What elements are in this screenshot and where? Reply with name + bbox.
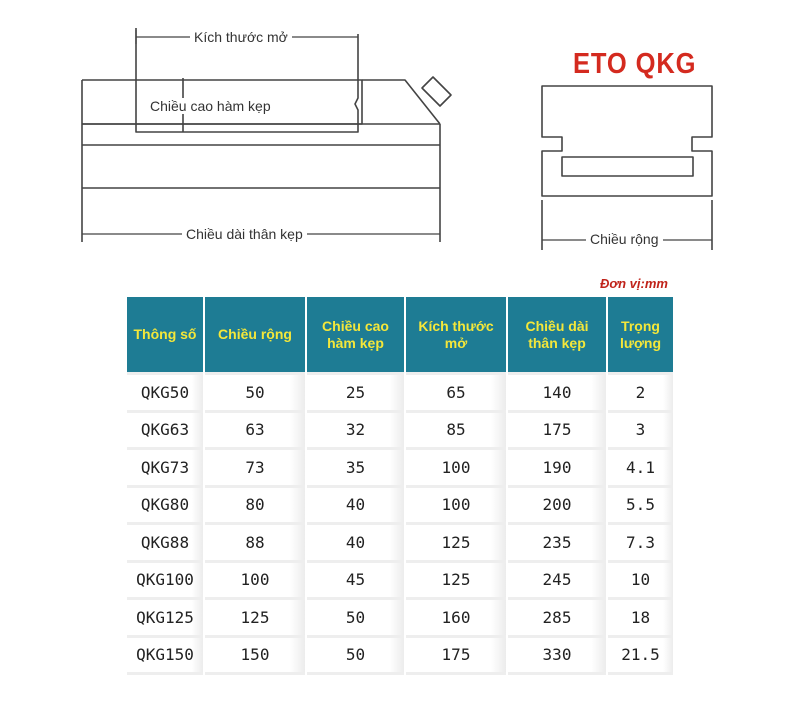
cell-width: 63 <box>205 413 305 451</box>
cell-body-length: 245 <box>508 563 606 601</box>
header-weight: Trọng lượng <box>608 297 673 372</box>
cell-weight: 3 <box>608 413 673 451</box>
table-row <box>127 563 673 601</box>
cell-opening: 85 <box>406 413 506 451</box>
cell-model: QKG150 <box>127 638 203 676</box>
cell-opening: 160 <box>406 600 506 638</box>
header-opening: Kích thước mở <box>406 297 506 372</box>
cell-weight: 21.5 <box>608 638 673 676</box>
header-param: Thông số <box>127 297 203 372</box>
cell-opening: 125 <box>406 525 506 563</box>
cell-opening: 175 <box>406 638 506 676</box>
cell-model: QKG63 <box>127 413 203 451</box>
cell-jaw-height: 45 <box>307 563 404 601</box>
cell-model: QKG50 <box>127 372 203 413</box>
cell-opening: 65 <box>406 372 506 413</box>
cell-weight: 7.3 <box>608 525 673 563</box>
cell-width: 100 <box>205 563 305 601</box>
cell-model: QKG100 <box>127 563 203 601</box>
spec-table <box>125 297 675 675</box>
jaw-height-label: Chiều cao hàm kẹp <box>146 98 275 114</box>
body-length-label: Chiều dài thân kẹp <box>182 226 307 242</box>
cell-width: 73 <box>205 450 305 488</box>
cell-opening: 125 <box>406 563 506 601</box>
cell-model: QKG73 <box>127 450 203 488</box>
cell-jaw-height: 40 <box>307 488 404 526</box>
cell-model: QKG80 <box>127 488 203 526</box>
cell-body-length: 140 <box>508 372 606 413</box>
cell-weight: 18 <box>608 600 673 638</box>
cell-width: 80 <box>205 488 305 526</box>
cell-width: 125 <box>205 600 305 638</box>
cell-weight: 5.5 <box>608 488 673 526</box>
header-body-length: Chiều dài thân kẹp <box>508 297 606 372</box>
cell-body-length: 235 <box>508 525 606 563</box>
cell-weight: 2 <box>608 372 673 413</box>
cell-opening: 100 <box>406 488 506 526</box>
cell-jaw-height: 50 <box>307 638 404 676</box>
table-row <box>127 450 673 488</box>
product-title: ETO QKG <box>573 48 697 80</box>
cell-body-length: 330 <box>508 638 606 676</box>
table-row <box>127 413 673 451</box>
cell-jaw-height: 25 <box>307 372 404 413</box>
cell-width: 150 <box>205 638 305 676</box>
cell-jaw-height: 40 <box>307 525 404 563</box>
cell-weight: 4.1 <box>608 450 673 488</box>
cell-body-length: 175 <box>508 413 606 451</box>
header-jaw-height: Chiều cao hàm kẹp <box>307 297 404 372</box>
header-width: Chiều rộng <box>205 297 305 372</box>
cell-width: 88 <box>205 525 305 563</box>
table-header-row <box>127 297 673 372</box>
cell-body-length: 190 <box>508 450 606 488</box>
cell-jaw-height: 32 <box>307 413 404 451</box>
cell-opening: 100 <box>406 450 506 488</box>
cell-body-length: 285 <box>508 600 606 638</box>
table-row <box>127 525 673 563</box>
table-row <box>127 372 673 413</box>
cell-jaw-height: 50 <box>307 600 404 638</box>
cell-body-length: 200 <box>508 488 606 526</box>
cell-jaw-height: 35 <box>307 450 404 488</box>
cell-width: 50 <box>205 372 305 413</box>
table-row <box>127 638 673 676</box>
cell-weight: 10 <box>608 563 673 601</box>
opening-size-label: Kích thước mở <box>190 29 292 45</box>
table-row <box>127 488 673 526</box>
width-label: Chiều rộng <box>586 231 663 247</box>
cell-model: QKG88 <box>127 525 203 563</box>
table-row <box>127 600 673 638</box>
unit-note: Đơn vị:mm <box>600 276 668 291</box>
cell-model: QKG125 <box>127 600 203 638</box>
